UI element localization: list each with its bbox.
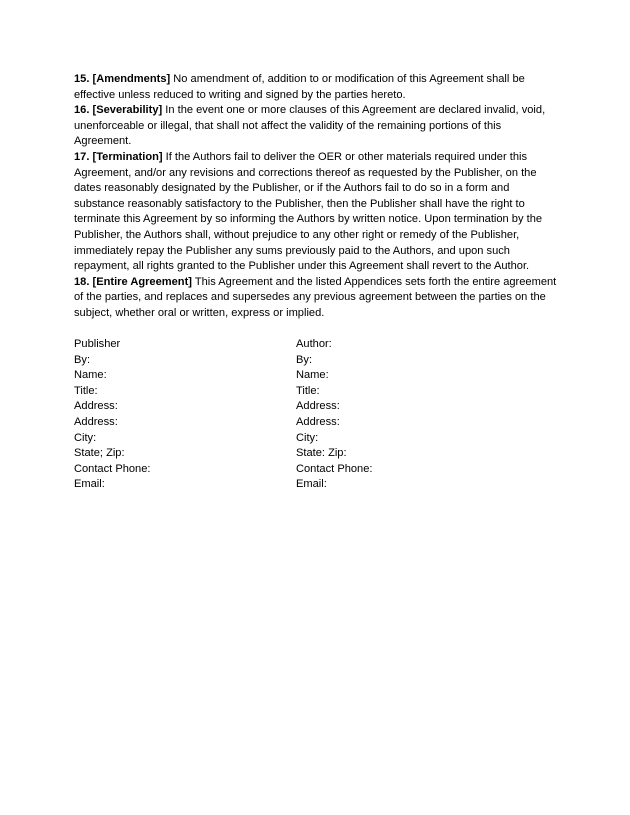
author-email-field: Email: (296, 478, 327, 491)
publisher-address-field: Address: (74, 400, 118, 413)
clause-text: This Agreement and the listed Appendices sets forth the entire agreement of the parties, and replaces and supersedes any previous agreement between the parties on the subject, whether oral or written, express or implied. (74, 275, 557, 319)
author-by-field: By: (296, 353, 313, 366)
clause-number: 17. (74, 150, 90, 163)
publisher-address2-field: Address: (74, 415, 118, 428)
author-signature-block (296, 337, 496, 493)
clause-number: 18. (74, 275, 90, 288)
clause-text: If the Authors fail to deliver the OER or other materials required under this Agreement, and/or any revisions and corrections thereof as requested by the Publisher, on the dates reasonably designated by the Publisher, or if the Authors fail to do so in a form and substance reasonably satisfactory to the Publisher, then the Publisher shall have the right to terminate this Agreement by so informing the Authors by written notice. Upon termination by the Publisher, the Authors shall, without prejudice to any other right or remedy of the Publisher, immediately repay the Publisher any sums previously paid to the Authors, and upon such repayment, all rights granted to the Publisher under this Agreement shall revert to the Author. (74, 150, 543, 273)
publisher-title: Publisher (74, 338, 121, 350)
publisher-city-field: City: (74, 431, 97, 444)
publisher-state-zip-field: State; Zip: (74, 447, 125, 460)
clause-heading: [Amendments] (92, 73, 171, 85)
clause-text: In the event one or more clauses of this Agreement are declared invalid, void, unenforceable or illegal, that shall not affect the validity of the remaining portions of this Agreement. (74, 104, 546, 148)
clause-heading: [Entire Agreement] (92, 275, 192, 288)
author-city-field: City: (296, 431, 319, 444)
clause-number: 15. (74, 73, 90, 85)
clause-heading: [Severability] (92, 104, 163, 117)
publisher-name-field: Name: (74, 369, 107, 382)
publisher-by-field: By: (74, 353, 91, 366)
author-name-field: Name: (296, 369, 329, 382)
author-phone-field: Contact Phone: (296, 462, 373, 475)
author-title: Author: (296, 338, 332, 350)
author-title-field: Title: (296, 384, 320, 397)
clause-entire-agreement (74, 275, 558, 322)
publisher-email-field: Email: (74, 478, 105, 491)
clause-text: No amendment of, addition to or modification of this Agreement shall be effective unless reduced to writing and signed by the parties hereto. (74, 73, 525, 101)
publisher-phone-field: Contact Phone: (74, 462, 151, 475)
author-address2-field: Address: (296, 415, 340, 428)
publisher-signature-block (74, 337, 274, 493)
clause-heading: [Termination] (92, 150, 163, 163)
agreement-clauses (74, 72, 558, 322)
clause-number: 16. (74, 104, 90, 117)
clause-amendments (74, 72, 558, 103)
author-state-zip-field: State: Zip: (296, 447, 347, 460)
publisher-title-field: Title: (74, 384, 98, 397)
clause-severability (74, 103, 558, 150)
author-address-field: Address: (296, 400, 340, 413)
clause-termination (74, 150, 558, 275)
